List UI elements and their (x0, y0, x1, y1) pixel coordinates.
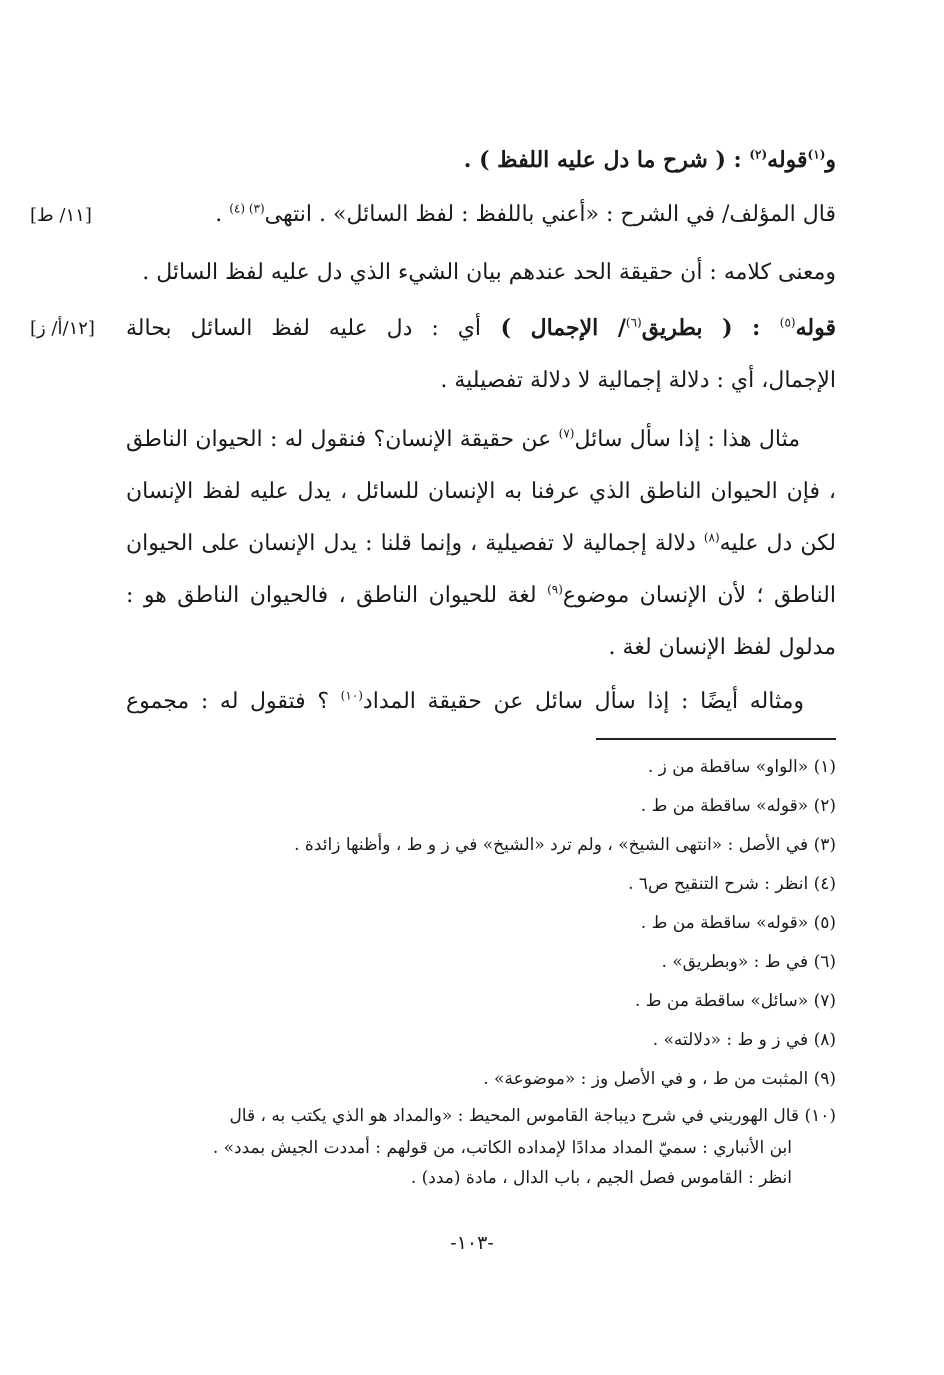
footnote-ref[interactable]: (٩) (547, 582, 563, 597)
text-segment: : ( شرح ما دل عليه اللفظ ) . (463, 147, 750, 173)
text-segment: أي : دل عليه لفظ السائل بحالة (126, 316, 482, 341)
footnote-ref[interactable]: (٨) (703, 530, 720, 545)
text-segment: الإجمال، أي : دلالة إجمالية لا دلالة تفصيلية . (440, 368, 836, 393)
text-segment: دلالة إجمالية لا تفصيلية ، وإنما قلنا : يدل الإنسان على الحيوان الناطق ؛ لأن الإنسان موضوع (126, 531, 837, 608)
text-segment: ومثاله أيضًا : إذا سأل سائل عن حقيقة المداد (362, 689, 804, 714)
body-line (142, 258, 836, 288)
footnote-ref[interactable]: (٦) (625, 315, 642, 330)
footnote-item: (٢) «قوله» ساقطة من ط . (640, 796, 836, 816)
footnote-item: (٦) في ط : «وبطريق» . (661, 952, 836, 972)
footnote-item: (١٠) قال الهوريني في شرح ديباجة القاموس المحيط : «والمداد هو الذي يكتب به ، قال (229, 1106, 836, 1126)
body-line (440, 366, 836, 396)
text-segment: مثال هذا : إذا سأل سائل (574, 427, 800, 452)
body-line (215, 200, 836, 230)
text-segment: : ( بطريق (641, 315, 780, 341)
text-segment: قال المؤلف/ في الشرح : «أعني باللفظ : لفظ السائل» . انتهى (264, 202, 836, 227)
footnote-item: (٩) المثبت من ط ، و في الأصل وز : «موضوعة» . (483, 1069, 836, 1089)
footnote-item: (٣) في الأصل : «انتهى الشيخ» ، ولم ترد «الشيخ» في ز و ط ، وأظنها زائدة . (294, 835, 836, 855)
footnote-item: (٧) «سائل» ساقطة من ط . (634, 991, 836, 1011)
footnote-item: (١) «الواو» ساقطة من ز . (647, 757, 836, 777)
footnotes (120, 748, 836, 1193)
text-segment: . (215, 202, 230, 227)
text-segment: قوله (795, 315, 836, 341)
quote-heading-line (464, 145, 836, 175)
text-segment: عن حقيقة الإنسان؟ فنقول له : الحيوان الناطق ، فإن الحيوان الناطق الذي عرفنا به الإنسان للسائل ، يدل عليه لفظ الإنسان لكن دل عليه (126, 427, 837, 556)
text-segment: / الإجمال ) (481, 315, 626, 341)
text-segment: و (825, 147, 836, 173)
footnote-ref[interactable]: (١٠) (340, 688, 363, 703)
footnote-ref[interactable]: (٣) (٤) (229, 201, 265, 216)
body-line (126, 687, 804, 717)
footnote-ref[interactable]: (٥) (779, 315, 796, 330)
footnote-ref[interactable]: (٧) (558, 426, 575, 441)
footnote-item: (٨) في ز و ط : «دلالته» . (652, 1030, 836, 1050)
body-line (126, 313, 836, 344)
footnote-continuation: ابن الأنباري : سميّ المداد مدادًا لإمداده الكاتب، من قولهم : أمددت الجيش بمدد» . (212, 1138, 792, 1158)
footnote-ref[interactable]: (١) (807, 147, 826, 162)
footnote-separator (596, 738, 836, 740)
footnote-item: (٥) «قوله» ساقطة من ط . (640, 913, 836, 933)
margin-note-ref: [١١/ ط] (30, 205, 92, 226)
text-segment: لغة للحيوان الناطق ، فالحيوان الناطق هو : مدلول لفظ الإنسان لغة . (126, 583, 836, 660)
footnote-continuation: انظر : القاموس فصل الجيم ، باب الدال ، مادة (مدد) . (410, 1168, 792, 1188)
text-segment: قوله (767, 147, 808, 173)
example-paragraph (126, 414, 836, 674)
margin-note-ref: [١٢/أ/ ز] (30, 318, 95, 339)
text-segment: ؟ فتقول له : مجموع (126, 689, 341, 714)
text-segment: ومعنى كلامه : أن حقيقة الحد عندهم بيان الشيء الذي دل عليه لفظ السائل . (142, 260, 836, 285)
footnote-item: (٤) انظر : شرح التنقيح ص٦ . (628, 874, 836, 894)
page-number: -١٠٣- (450, 1232, 494, 1254)
footnote-ref[interactable]: (٢) (749, 147, 768, 162)
